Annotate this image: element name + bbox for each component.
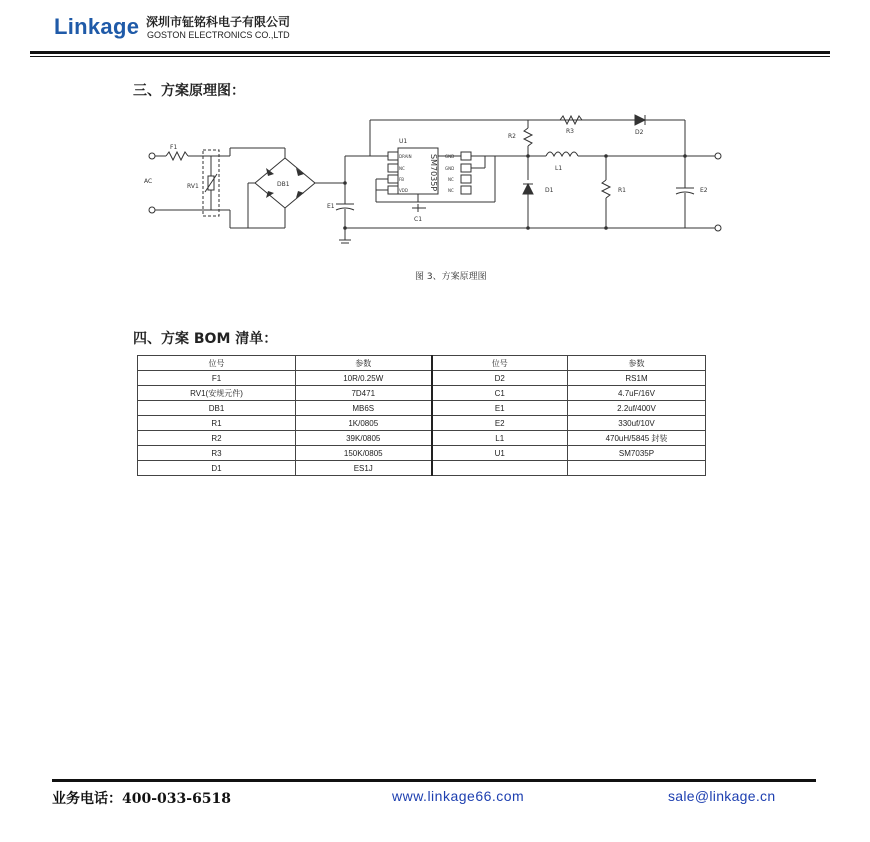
bom-cell: 470uH/5845 封装 [568,431,706,446]
label-d2: D2 [635,129,644,136]
bom-cell: 4.7uF/16V [568,386,706,401]
label-rv1: RV1 [187,183,199,190]
bom-cell: RV1(安规元件) [138,386,296,401]
footer-phone: 业务电话：400-033-6518 [52,791,232,807]
bom-header-row [138,356,706,371]
label-l1: L1 [555,165,563,172]
label-pin-nc2: NC [448,177,454,182]
bom-cell: U1 [432,446,568,461]
bom-cell: DB1 [138,401,296,416]
section-title-schematic: 三、方案原理图： [133,83,245,99]
footer-email-link[interactable]: sale@linkage.cn [668,788,776,804]
label-r3: R3 [566,128,574,135]
bom-cell: 2.2uf/400V [568,401,706,416]
footer-divider [52,779,816,782]
label-e2: E2 [700,187,708,194]
bom-cell: 7D471 [296,386,432,401]
label-r1: R1 [618,187,626,194]
section-title-bom: 四、方案 BOM 清单： [133,331,278,347]
header-divider-thin [30,56,830,57]
page-header [54,12,354,48]
company-name-en: GOSTON ELECTRONICS CO.,LTD [147,30,290,40]
label-f1: F1 [170,144,178,151]
label-db1: DB1 [277,181,290,188]
table-row [138,386,706,401]
company-name-cn: 深圳市钲铭科电子有限公司 [146,15,291,29]
table-row [138,431,706,446]
label-r2: R2 [508,133,516,140]
label-pin-fb: FB [399,177,405,182]
label-pin-drain: DRAIN [399,154,412,159]
bom-cell: ES1J [296,461,432,476]
schematic-diagram [140,108,750,248]
bom-cell: 330uf/10V [568,416,706,431]
footer-website-link[interactable]: www.linkage66.com [392,788,525,804]
bom-header-cell: 参数 [296,356,432,371]
bom-cell: SM7035P [568,446,706,461]
bom-header-cell: 位号 [432,356,568,371]
bom-cell: D1 [138,461,296,476]
bom-header-cell: 位号 [138,356,296,371]
table-row [138,401,706,416]
bom-cell: R1 [138,416,296,431]
label-pin-nc: NC [399,166,405,171]
table-row [138,371,706,386]
bom-cell [432,461,568,476]
table-row [138,461,706,476]
bom-cell: F1 [138,371,296,386]
table-row [138,446,706,461]
label-ac: AC [144,178,153,185]
bom-cell: MB6S [296,401,432,416]
schematic-caption: 图 3、方案原理图 [415,272,487,282]
bom-cell: 39K/0805 [296,431,432,446]
label-pin-vdd: VDD [399,188,408,193]
header-divider [30,51,830,54]
bom-cell: 150K/0805 [296,446,432,461]
label-d1: D1 [545,187,554,194]
bom-cell: R2 [138,431,296,446]
bom-cell: L1 [432,431,568,446]
table-row [138,416,706,431]
company-logo: Linkage [54,14,140,39]
bom-header-cell: 参数 [568,356,706,371]
label-e1: E1 [327,203,335,210]
label-u1: U1 [399,138,408,145]
bom-cell: RS1M [568,371,706,386]
bom-cell: E1 [432,401,568,416]
label-pin-gnd: GND [445,154,455,159]
bom-cell: 10R/0.25W [296,371,432,386]
bom-cell: R3 [138,446,296,461]
label-u1-part: SM7035P [429,154,438,192]
label-pin-nc3: NC [448,188,454,193]
bom-cell: 1K/0805 [296,416,432,431]
bom-cell: C1 [432,386,568,401]
bom-cell: E2 [432,416,568,431]
label-pin-gnd2: GND [445,166,455,171]
bom-cell: D2 [432,371,568,386]
bom-cell [568,461,706,476]
bom-table [137,355,706,476]
label-c1: C1 [414,216,423,223]
